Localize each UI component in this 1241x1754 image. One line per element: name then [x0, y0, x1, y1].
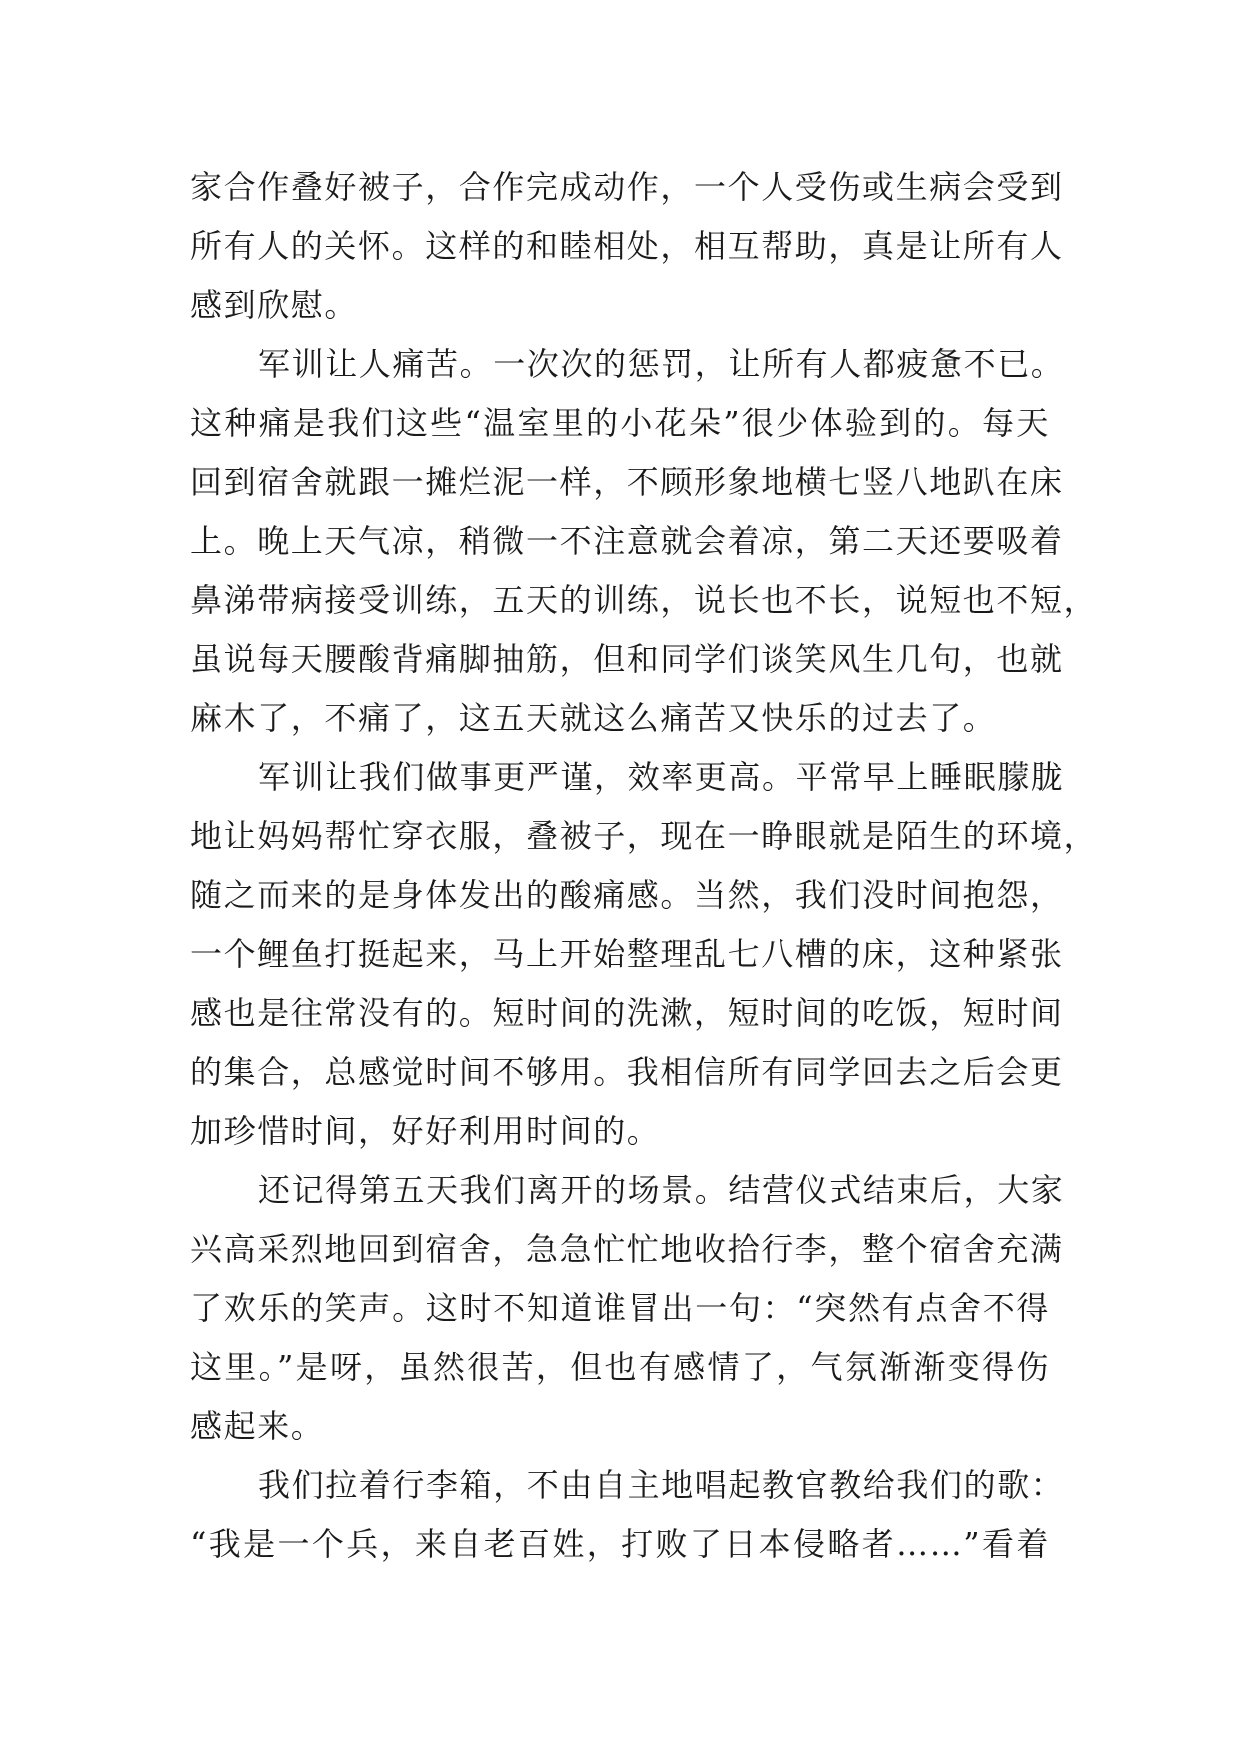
text-line: 回到宿舍就跟一摊烂泥一样，不顾形象地横七竖八地趴在床	[190, 463, 1064, 501]
text-line: 麻木了，不痛了，这五天就这么痛苦又快乐的过去了。	[190, 699, 997, 737]
text-line: 所有人的关怀。这样的和睦相处，相互帮助，真是让所有人	[190, 227, 1064, 265]
text-line: 家合作叠好被子，合作完成动作，一个人受伤或生病会受到	[190, 168, 1064, 206]
text-line: 鼻涕带病接受训练，五天的训练，说长也不长，说短也不短，	[190, 581, 1098, 619]
text-line: 这里。”是呀，虽然很苦，但也有感情了，气氛渐渐变得伤	[190, 1348, 1050, 1386]
text-line: 的集合，总感觉时间不够用。我相信所有同学回去之后会更	[190, 1053, 1064, 1091]
text-line: “我是一个兵，来自老百姓，打败了日本侵略者……”看着	[190, 1525, 1050, 1563]
paragraph-first-line: 还记得第五天我们离开的场景。结营仪式结束后，大家	[258, 1171, 1065, 1209]
text-line: 了欢乐的笑声。这时不知道谁冒出一句：“突然有点舍不得	[190, 1289, 1050, 1327]
text-line: 上。晚上天气凉，稍微一不注意就会着凉，第二天还要吸着	[190, 522, 1064, 560]
text-line: 随之而来的是身体发出的酸痛感。当然，我们没时间抱怨，	[190, 876, 1064, 914]
text-line: 感到欣慰。	[190, 286, 359, 324]
paragraph-first-line: 军训让我们做事更严谨，效率更高。平常早上睡眠朦胧	[258, 758, 1065, 796]
text-line: 感也是往常没有的。短时间的洗漱，短时间的吃饭，短时间	[190, 994, 1064, 1032]
text-line: 兴高采烈地回到宿舍，急急忙忙地收拾行李，整个宿舍充满	[190, 1230, 1064, 1268]
text-line: 感起来。	[190, 1407, 325, 1445]
text-line: 一个鲤鱼打挺起来，马上开始整理乱七八槽的床，这种紧张	[190, 935, 1064, 973]
text-line: 虽说每天腰酸背痛脚抽筋，但和同学们谈笑风生几句，也就	[190, 640, 1064, 678]
paragraph-first-line: 我们拉着行李箱，不由自主地唱起教官教给我们的歌：	[258, 1466, 1065, 1504]
text-line: 这种痛是我们这些“温室里的小花朵”很少体验到的。每天	[190, 404, 1050, 442]
paragraph-first-line: 军训让人痛苦。一次次的惩罚，让所有人都疲惫不已。	[258, 345, 1065, 383]
document-body	[190, 158, 1098, 1574]
text-line: 地让妈妈帮忙穿衣服，叠被子，现在一睁眼就是陌生的环境，	[190, 817, 1098, 855]
text-line: 加珍惜时间，好好利用时间的。	[190, 1112, 661, 1150]
